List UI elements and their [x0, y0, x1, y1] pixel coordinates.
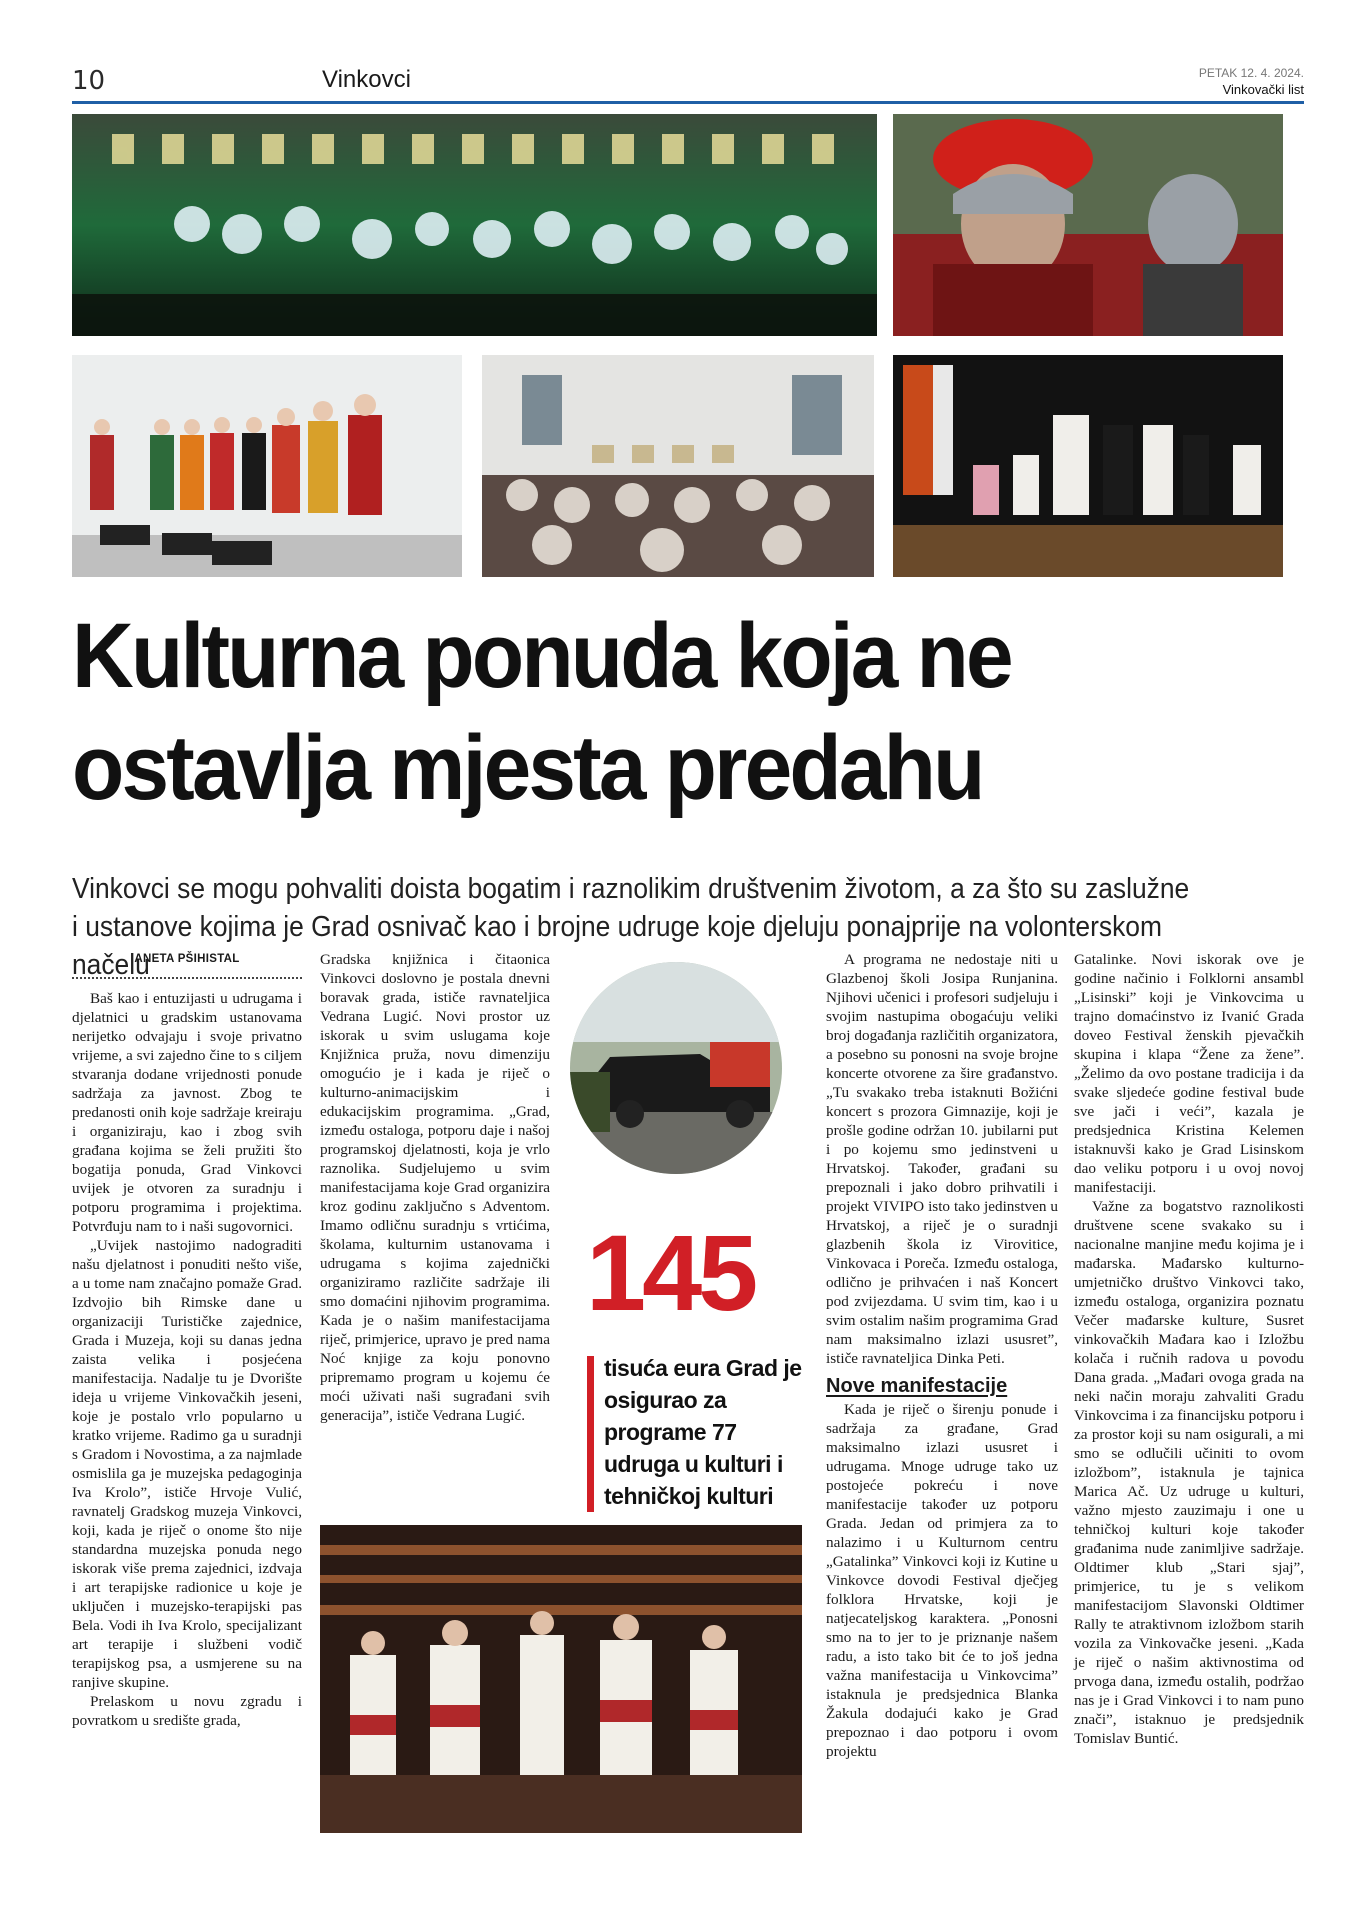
photo-children-dancers: [893, 355, 1283, 577]
photo-gallery-audience: [482, 355, 874, 577]
author-byline: ANETA PŠIHISTAL: [134, 953, 240, 965]
article-headline: [72, 600, 1225, 824]
column-1: [72, 950, 302, 1730]
column-2: [320, 950, 550, 1425]
col4-paragraph-2: Važne za bogatstvo raznolikosti društvene scene svakako su i nacionalne manjine među kojima je i mađarska. Mađarsko kulturno-umjetničko društvo Vinkovci tako, između ostaloga, organizira poznatu Večer mađarske kulture, Susret vinkovačkih Mađara kao i Izložbu kolača i ručnih radova u povodu Dana grada. „Mađari ovoga grada na neki način moraju zahvaliti Gradu Vinkovcima i za financijsku potporu i za prostor koji su nam osigurali, a mi smo se odlučili učiniti to ovom izložbom”, istaknula je tajnica Marica Ač. Uz udruge u kulturi, važno mjesto zauzimaju i one u tehničkoj kulturi koje također građanima nude zanimljive sadržaje. Oldtimer klub „Stari sjaj”, primjerice, tu je s velikom manifestacijom Slavonski Oldtimer Rally te atraktivnom izložbom starih vozila za Vinkovačke jeseni. „Kada je riječ o našim aktivnostima od prvoga dana, između ostalih, podržao nas je i Grad Vinkovci i to nam puno znači”, istaknuo je predsjednik Tomislav Buntić.: [1074, 1198, 1304, 1747]
paper-name: Vinkovački list: [1222, 82, 1304, 97]
column-3: [826, 950, 1058, 1761]
article-subhead: Vinkovci se mogu pohvaliti doista bogatim i raznolikim društvenim životom, a za što su zaslužne i ustanove kojima je Grad osnivač kao i brojne udruge koje djeluju ponajprije na volonterskom načelu: [72, 873, 1190, 981]
issue-date: PETAK 12. 4. 2024.: [1198, 66, 1304, 80]
column-4: [1074, 950, 1304, 1748]
photo-oldtimer-cars: [570, 962, 782, 1174]
photo-female-singers: [72, 355, 462, 577]
subtitle-nove-manifestacije: Nove manifestacije: [826, 1375, 1008, 1397]
photo-folklore-dancers: [320, 1525, 802, 1833]
factbox-number: 145: [586, 1212, 755, 1333]
page-number: 10: [72, 66, 106, 96]
page-header: [72, 66, 1304, 102]
col3-paragraph-1: A programa ne nedostaje niti u Glazbenoj školi Josipa Runjanina. Njihovi učenici i profesori sudjeluju i svojim nastupima obogaćuju veliki broj događanja različitih organizatora, a posebno su ponosni na svoje brojne koncerte otvorene za šire građanstvo. „Tu svakako treba istaknuti Božićni koncert s prozora Gimnazije, koji je prošle godine održan 10. jubilarni put i po kojemu smo jedinstveni u Hrvatskoj. Također, građani su prepoznali i jako dobro prihvatili i projekt VIVIPO isto tako jedinstven u Hrvatskoj, a riječ je o suradnji glazbenih škola iz Virovitice, Vinkovaca i Poreča. Između ostaloga, odlično je prihvaćen i naš Koncert pod zvijezdama. U svim tim, kao i u svim ostalim našim programima Grad nam maksimalno izlazi ususret”, ističe ravnateljica Dinka Peti.: [826, 951, 1058, 1367]
col2-paragraph-1: Gradska knjižnica i čitaonica Vinkovci doslovno je postala dnevni boravak grada, ističe ravnateljica Vedrana Lugić. Novi prostor uz iskorak u svim uslugama koje Knjižnica pruža, novu dimenziju omogućio je i kada je riječ o kulturno-animacijskim i edukacijskim programima. „Grad, između ostaloga, potporu daje i našoj programskoj djelatnosti, koja je vrlo raznolika. Sudjelujemo u svim manifestacijama koje Grad organizira kroz godinu zaključno s Adventom. Imamo odličnu suradnju s vrtićima, školama, kulturnim ustanovama i udrugama s kojima zajednički organiziramo različite sadržaje ili smo domaćini njihovim programima. Kada je o našim manifestacijama riječ, primjerice, upravo je pred nama Noć knjige za koju ponovno pripremamo program u kojemu će moći uživati naši sugrađani svih generacija”, ističe Vedrana Lugić.: [320, 951, 550, 1424]
col1-paragraph-2: „Uvijek nastojimo nadograditi našu djelatnost i ponuditi nešto više, a u tome nam značajno pomaže Grad. Izdvojio bih Rimske dane u organizaciji Turističke zajednice, Grada i Muzeja, koji su danas jedna zaista velika i posjećena manifestacija. Nadalje tu je Dvorište ideja u vrijeme Vinkovačkih jeseni, koje je postalo vrlo popularno u kratko vrijeme. Radimo ga u suradnji s Gradom i Novostima, a za najmlade osmislila ga je muzejska pedagoginja Iva Krolo”, ističe Hrvoje Vulić, ravnatelj Gradskog muzeja Vinkovci, koji, kada je riječ o onome što nije standardna muzejska ponuda nego iskorak više prema zajednici, izdvaja i art terapijske radionice u koje je uključen i muzejsko-terapijski pas Bela. Vodi ih Iva Krolo, specijalizant art terapije i službeni vodič terapijskog psa, a usmjerene su na ranjive skupine.: [72, 1237, 302, 1691]
col1-paragraph-3: Prelaskom u novu zgradu i povratkom u središte grada,: [72, 1693, 302, 1729]
header-rule: [72, 101, 1304, 104]
photo-roman-soldier: [893, 114, 1283, 336]
photo-illuminated-building: [72, 114, 877, 336]
col4-paragraph-1: Gatalinke. Novi iskorak ove je godine načinio i Folklorni ansambl „Lisinski” koji je Vinkovcima u trajno domaćinstvo iz Ivanić Grada doveo Festival ženskih pjevačkih skupina i klapa “Žene za žene”. „Želimo da ovo postane tradicija i da svake sljedeće godine festival bude sve jači i veći”, kazala je predsjednica Kristina Kelemen istaknuvši kako je Grad Lisinskom dao veliku potporu i u ovoj novoj manifestaciji.: [1074, 951, 1304, 1196]
col1-paragraph-1: Baš kao i entuzijasti u udrugama i djelatnici u gradskim ustanovama nerijetko odvajaju i svoje privatno vrijeme, a svi zajedno čine to s ciljem stvaranja dodane vrijednosti ponude sadržaja za javnost. Zbog te predanosti onih koje sadržaje kreiraju i organiziraju, kao i zbog svih građana kojima se želi pružiti što bogatija ponuda, Grad Vinkovci uvijek je otvoren za suradnju i potporu programima i projektima. Potvrđuju nam to i naši sugovornici.: [72, 990, 302, 1235]
section-title: Vinkovci: [322, 66, 411, 93]
factbox-text: tisuća eura Grad je osigurao za programe 77 udruga u kulturi i tehničkoj kulturi: [604, 1355, 802, 1509]
col3-paragraph-2: Kada je riječ o širenju ponude i sadržaja za građane, Grad maksimalno izlazi ususret i udrugama. Mnoge udruge tako uz postojeće pokreću i nove manifestacije također uz potporu Grada. Jedan od primjera za to nalazimo i u Kulturnom centru „Gatalinka” Vinkovci koji iz Kutine u Vinkovce dovodi Festival dječjeg folklora Hrvatske, koji je natjecateljskog karaktera. „Ponosni smo na to jer to je priznanje našem radu, a isto tako bit će to još jedna važna manifestacija u Vinkovcima” istaknula je predsjednica Blanka Žakula dodajući kako je Grad prepoznao i dao potporu i ovom projektu: [826, 1401, 1058, 1760]
headline-line-2: ostavlja mjesta predahu: [72, 717, 983, 819]
factbox-bar: [587, 1356, 594, 1512]
byline-divider: [72, 977, 302, 979]
headline-line-1: Kulturna ponuda koja ne: [72, 605, 1011, 707]
